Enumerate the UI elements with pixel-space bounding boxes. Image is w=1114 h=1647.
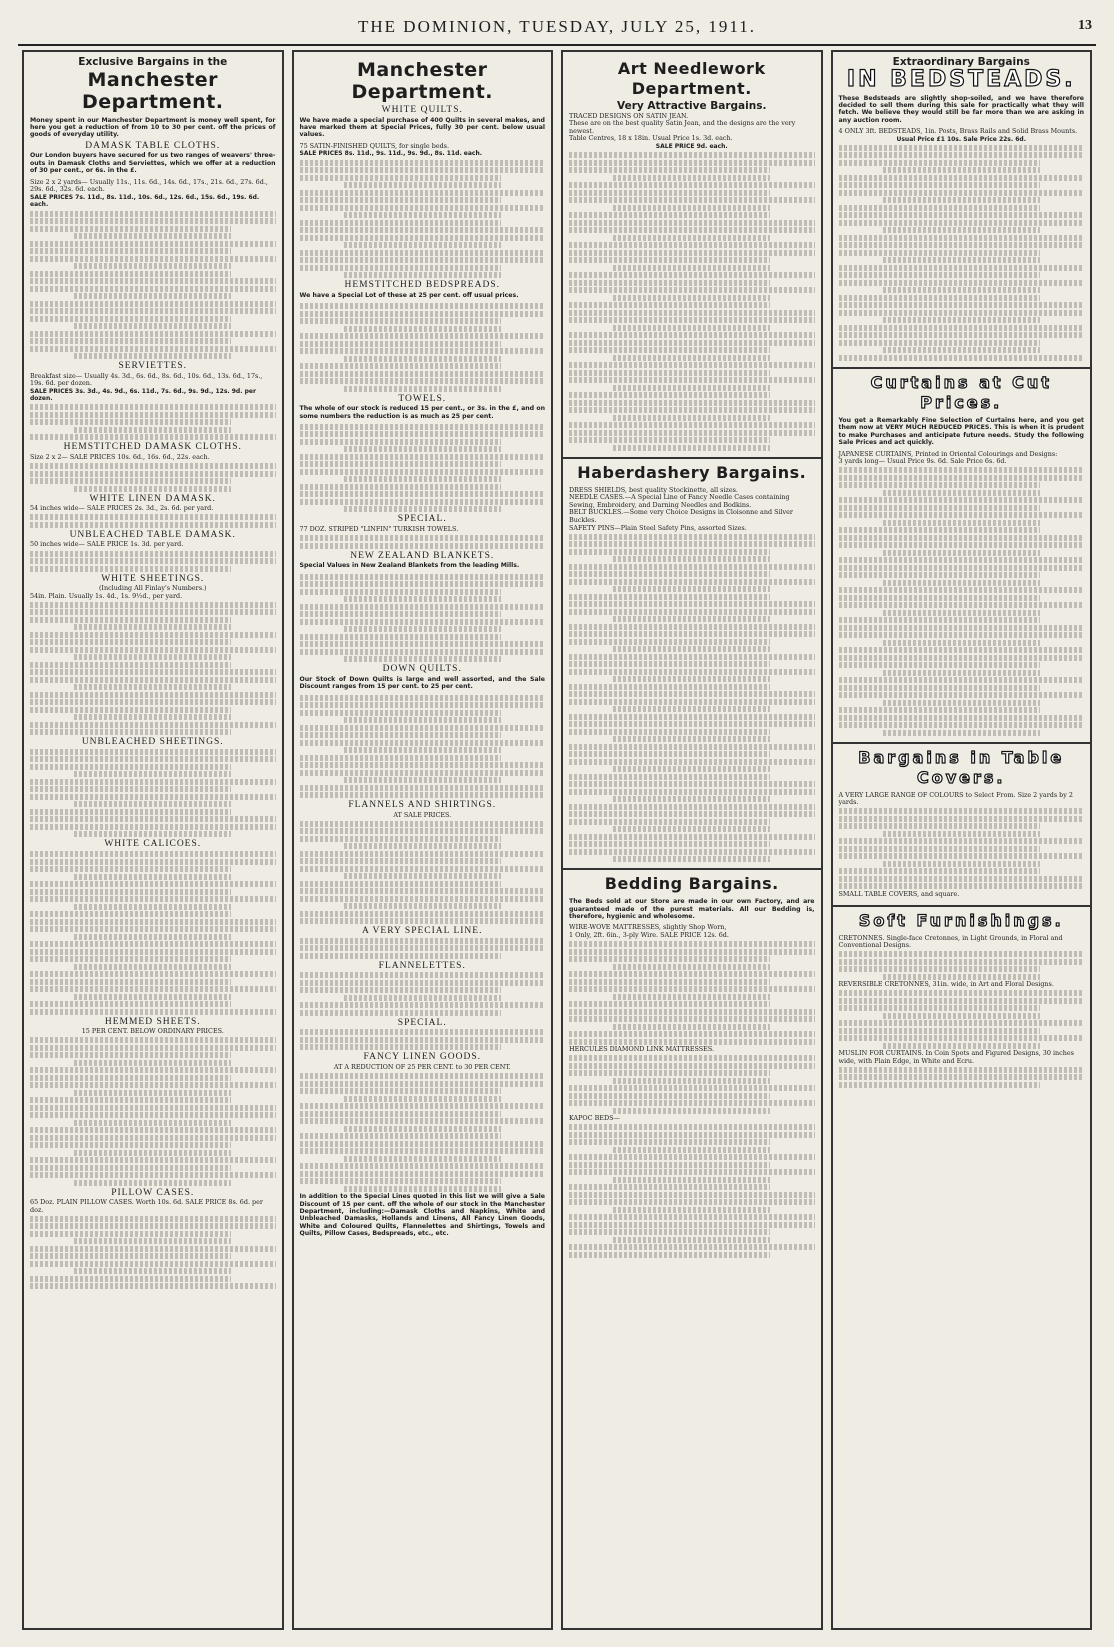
headline: IN BEDSTEADS.: [846, 66, 1076, 92]
headline: Bedding Bargains.: [604, 874, 779, 894]
price-list-text: [569, 534, 815, 863]
item-line: NEEDLE CASES.—A Special Line of Fancy Needle Cases containing Sewing, Embroidery, and Darning Needles and Bodkins.: [569, 493, 790, 509]
headline: Manchester Department.: [81, 68, 224, 113]
price-list-text: [569, 1124, 815, 1258]
price-line: 54in. Plain. Usually 1s. 4d., 1s. 9½d., per yard.: [30, 591, 183, 600]
price-list-text: [30, 514, 276, 528]
section-heading: HEMMED SHEETS.: [104, 1016, 201, 1027]
section-intro: The Beds sold at our Store are made in our own Factory, and are guaranteed made of the purest materials. All our Bedding is, therefore, hygienic and wholesome.: [569, 898, 815, 920]
price-list-text: [30, 602, 276, 736]
section-heading: SPECIAL.: [397, 1017, 447, 1028]
headline: Haberdashery Bargains.: [577, 462, 807, 482]
section-heading: FLANNELS AND SHIRTINGS.: [348, 800, 497, 810]
item-line: These are on the best quality Satin Jean, and the designs are the very newest.: [569, 119, 796, 135]
section-intro: Special Values in New Zealand Blankets from the leading Mills.: [299, 562, 520, 570]
price-list-text: [30, 211, 276, 360]
section-heading: WHITE QUILTS.: [381, 105, 463, 115]
price-list-text: [300, 821, 546, 925]
price-list-text: [300, 424, 546, 513]
headline: Art Needlework Department.: [617, 59, 766, 98]
section-intro: We have a Special Lot of these at 25 per cent. off usual prices.: [299, 291, 519, 299]
advert-columns: [22, 50, 1092, 1630]
price-list-text: [300, 938, 546, 959]
section-heading: HEMSTITCHED BEDSPREADS.: [344, 280, 500, 290]
item-line: KAPOC BEDS—: [569, 1114, 620, 1123]
section-heading: TOWELS.: [398, 393, 447, 404]
price-list-text: [300, 695, 546, 799]
headline: Bargains in Table Covers.: [858, 747, 1065, 787]
section-heading: SERVIETTES.: [118, 361, 188, 371]
item-line: 4 ONLY 3ft. BEDSTEADS, 1in. Posts, Brass Rails and Solid Brass Mounts.: [838, 127, 1078, 136]
section-intro: You get a Remarkably Fine Selection of Curtains here, and you get them now at VERY MUCH REDUCED PRICES. This is when it is prudent to make Purchases and anticipate future needs. Study the following Sale Prices and act quickly.: [838, 416, 1084, 447]
price-line: SALE PRICES 8s. 11d., 9s. 11d., 9s. 9d., 8s. 11d. each.: [299, 150, 483, 158]
price-list-text: [300, 1029, 546, 1050]
item-line: CRETONNES. Single-face Cretonnes, in Light Grounds, in Floral and Conventional Designs.: [838, 933, 1063, 950]
price-list-text: [839, 990, 1085, 1049]
price-list-text: [30, 404, 276, 440]
price-line: 3 yards long— Usual Price 9s. 6d. Sale Price 6s. 6d.: [838, 457, 1007, 466]
price-list-text: [300, 160, 546, 279]
price-line: Table Centres, 18 x 18in. Usual Price 1s. 3d. each.: [569, 134, 733, 143]
column-art-needlework: [561, 50, 823, 1630]
item-line: DRESS SHIELDS, best quality Stockinette, all sizes.: [569, 485, 738, 494]
price-line: 65 Doz. PLAIN PILLOW CASES. Worth 10s. 6d. SALE PRICE 8s. 6d. per doz.: [30, 1198, 263, 1214]
price-line: 50 inches wide— SALE PRICE 1s. 3d. per yard.: [30, 540, 184, 549]
price-line: SALE PRICES 3s. 3d., 4s. 9d., 6s. 11d., 7s. 6d., 9s. 9d., 12s. 9d. per dozen.: [30, 387, 256, 403]
price-list-text: [569, 152, 815, 451]
item-line: A VERY LARGE RANGE OF COLOURS to Select From. Size 2 yards by 2 yards.: [838, 790, 1073, 807]
item-line: HERCULES DIAMOND LINK MATTRESSES.: [569, 1045, 715, 1054]
page-number: 13: [1078, 18, 1092, 33]
price-list-text: [839, 145, 1085, 361]
price-list-text: [30, 1037, 276, 1186]
section-heading: FLANNELETTES.: [378, 960, 466, 971]
price-list-text: [569, 941, 815, 1045]
price-list-text: [300, 1073, 546, 1192]
price-list-text: [30, 1216, 276, 1290]
item-line: SAFETY PINS—Plain Steel Safety Pins, assorted Sizes.: [569, 523, 747, 532]
kicker: Exclusive Bargains in the: [78, 56, 228, 68]
price-list-text: [300, 303, 546, 392]
item-line: BELT BUCKLES.—Some very Choice Designs in Cloisonne and Silver Buckles.: [569, 508, 793, 524]
price-list-text: [569, 1055, 815, 1114]
column-manchester-department: [292, 50, 554, 1630]
section-intro: We have made a special purchase of 400 Quilts in several makes, and have marked them at Special Prices, fully 30 per cent. below usual values.: [299, 116, 545, 139]
headline: Soft Furnishings.: [858, 910, 1064, 930]
intro-paragraph: Money spent in our Manchester Department is money well spent, for here you get a reduction of from 10 to 30 per cent. off the prices of goods of everyday utility.: [30, 116, 276, 139]
price-line: 1 Only, 2ft. 6in., 3-ply Wire. SALE PRICE 12s. 6d.: [569, 930, 729, 939]
section-heading: A VERY SPECIAL LINE.: [362, 926, 483, 937]
price-list-text: [839, 467, 1085, 736]
section-heading: FANCY LINEN GOODS.: [363, 1052, 481, 1063]
price-line: Usual Price £1 10s. Sale Price 22s. 6d.: [896, 135, 1026, 143]
section-note: AT SALE PRICES.: [393, 810, 452, 819]
section-note: 15 PER CENT. BELOW ORDINARY PRICES.: [81, 1027, 224, 1036]
price-list-text: [30, 551, 276, 572]
section-heading: SPECIAL.: [397, 514, 447, 525]
price-line: SALE PRICE 9d. each.: [655, 142, 728, 150]
headline: Curtains at Cut Prices.: [870, 372, 1052, 412]
section-heading: DOWN QUILTS.: [382, 664, 462, 675]
price-line: Size 2 x 2 yards— Usually 11s., 11s. 6d., 14s. 6d., 17s., 21s. 6d., 27s. 6d., 29s. 6d., 32s. 6d. each.: [30, 177, 268, 194]
section-heading: UNBLEACHED TABLE DAMASK.: [69, 529, 236, 540]
column-bedsteads-curtains: [831, 50, 1093, 1630]
closing-paragraph: In addition to the Special Lines quoted in this list we will give a Sale Discount of 15 per cent. off the whole of our stock in the Manchester Department, including:—Damask Cloths and Napkins, White and Unbleached Damasks, Hollands and Linens, All Fancy Linen Goods, White and Coloured Quilts, Flannelettes and Shirtings, Towels and Quilts, Pillow Cases, Bedspreads, etc., etc.: [299, 1193, 545, 1238]
item-line: WIRE-WOVE MATTRESSES, slightly Shop Worn,: [569, 923, 727, 932]
section-heading: WHITE SHEETINGS.: [101, 573, 205, 584]
price-line: SALE PRICES 7s. 11d., 8s. 11d., 10s. 6d., 12s. 6d., 15s. 6d., 19s. 6d. each.: [30, 193, 260, 209]
section-intro: Our Stock of Down Quilts is large and well assorted, and the Sale Discount ranges from 15 per cent. to 25 per cent.: [299, 675, 545, 691]
newspaper-title: THE DOMINION, TUESDAY, JULY 25, 1911.: [358, 17, 756, 36]
kicker: Very Attractive Bargains.: [617, 100, 767, 112]
price-list-text: [300, 574, 546, 663]
price-line: Size 2 x 2— SALE PRICES 10s. 6d., 16s. 6d., 22s. each.: [30, 453, 210, 462]
divider: [833, 367, 1091, 369]
divider: [563, 457, 821, 459]
section-note: AT A REDUCTION OF 25 PER CENT. to 30 PER CENT.: [333, 1063, 511, 1072]
price-list-text: [30, 851, 276, 1015]
price-line: 75 SATIN-FINISHED QUILTS, for single beds.: [299, 141, 449, 150]
item-line: TRACED DESIGNS ON SATIN JEAN.: [569, 111, 689, 120]
section-intro: Our London buyers have secured for us two ranges of weavers' three-outs in Damask Cloths and Serviettes, which we offer at a reduction of 30 per cent., or 6s. in the £.: [30, 152, 276, 175]
price-list-text: [839, 951, 1085, 980]
item-line: REVERSIBLE CRETONNES, 31in. wide, in Art and Floral Designs.: [838, 980, 1054, 989]
item-line: MUSLIN FOR CURTAINS. In Coin Spots and Figured Designs, 30 inches wide, with Plain Edge, in White and Ecru.: [838, 1049, 1074, 1065]
price-line: 54 inches wide— SALE PRICES 2s. 3d., 2s. 6d. per yard.: [30, 504, 214, 513]
price-line: Breakfast size— Usually 4s. 3d., 6s. 6d., 8s. 6d., 10s. 6d., 13s. 6d., 17s., 19s. 6d. per dozen.: [30, 371, 263, 388]
price-line: 77 DOZ. STRIPED "LINFIN" TURKISH TOWELS.: [299, 525, 459, 533]
price-list-text: [30, 749, 276, 838]
section-heading: WHITE LINEN DAMASK.: [89, 493, 216, 504]
section-heading: DAMASK TABLE CLOTHS.: [85, 140, 221, 151]
divider: [833, 742, 1091, 744]
item-line: SMALL TABLE COVERS, and square.: [838, 889, 960, 898]
price-list-text: [300, 972, 546, 1016]
price-list-text: [300, 535, 546, 549]
masthead: [18, 10, 1096, 46]
intro-paragraph: These Bedsteads are slightly shop-soiled, and we have therefore decided to sell them during this sale for practically what they will fetch. We believe they would still be far more than we are asking in any auction room.: [838, 94, 1084, 124]
headline: Manchester Department.: [351, 59, 494, 103]
price-list-text: [839, 1067, 1085, 1088]
price-list-text: [839, 808, 1085, 889]
divider: [833, 905, 1091, 907]
section-note: (Including All Finlay's Numbers.): [98, 584, 207, 593]
item-line: JAPANESE CURTAINS, Printed in Oriental Colourings and Designs:: [838, 449, 1058, 458]
section-heading: HEMSTITCHED DAMASK CLOTHS.: [63, 442, 242, 453]
section-intro: The whole of our stock is reduced 15 per cent., or 3s. in the £, and on some numbers the reduction is as much as 25 per cent.: [299, 405, 545, 420]
divider: [563, 868, 821, 870]
price-list-text: [30, 463, 276, 492]
section-heading: PILLOW CASES.: [111, 1187, 195, 1198]
column-manchester-exclusive: [22, 50, 284, 1630]
section-heading: WHITE CALICOES.: [104, 839, 202, 850]
kicker: Extraordinary Bargains: [892, 56, 1030, 68]
section-heading: NEW ZEALAND BLANKETS.: [350, 550, 495, 561]
section-heading: UNBLEACHED SHEETINGS.: [81, 737, 224, 748]
